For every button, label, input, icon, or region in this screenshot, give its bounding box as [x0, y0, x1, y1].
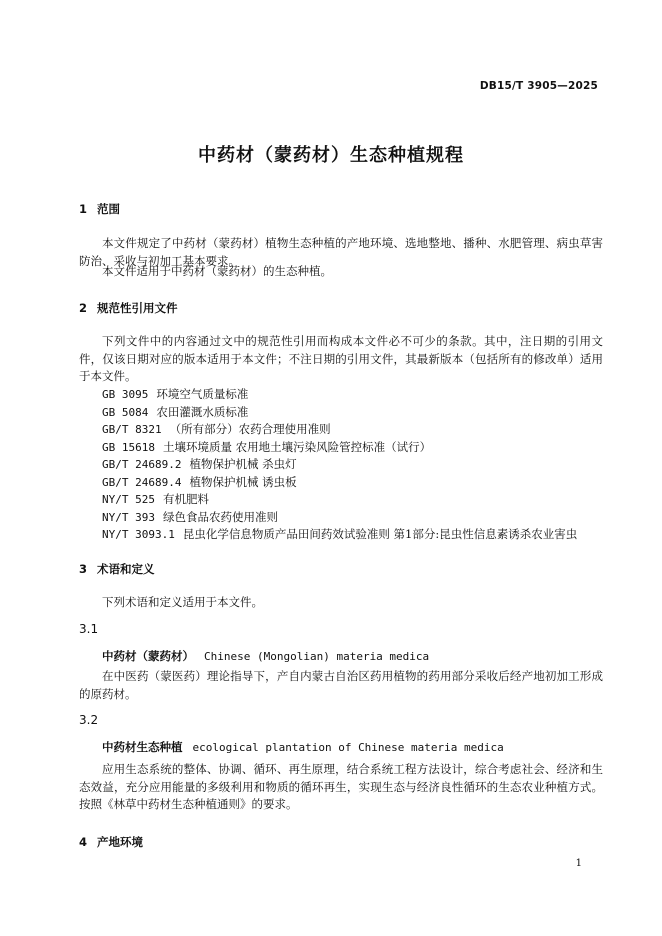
- term-number: 3.2: [79, 713, 99, 727]
- section-title: 规范性引用文件: [97, 301, 178, 315]
- reference-code: GB/T 8321: [102, 423, 162, 436]
- reference-item: [102, 421, 331, 437]
- reference-name: 绿色食品农药使用准则: [162, 510, 278, 524]
- section-title: 范围: [97, 202, 120, 216]
- reference-code: NY/T 3093.1: [102, 528, 175, 541]
- term-chinese: 中药材生态种植: [102, 740, 183, 754]
- reference-item: [102, 404, 248, 420]
- reference-name: 土壤环境质量 农用地土壤污染风险管控标准（试行）: [162, 440, 432, 454]
- reference-name: 昆虫化学信息物质产品田间药效试验准则 第1部分:昆虫性信息素诱杀农业害虫: [182, 527, 578, 541]
- page-number: 1: [575, 858, 582, 869]
- reference-code: GB 3095: [102, 388, 149, 401]
- section-title: 术语和定义: [97, 562, 155, 576]
- reference-item: [102, 509, 278, 525]
- section-3-intro: 下列术语和定义适用于本文件。: [102, 595, 263, 609]
- section-2-intro: 下列文件中的内容通过文中的规范性引用而构成本文件必不可少的条款。其中，注日期的引用文件，仅该日期对应的版本适用于本文件；不注日期的引用文件，其最新版本（包括所有的修改单）适用于本文件。: [79, 334, 603, 383]
- reference-item: [102, 456, 297, 472]
- section-number: 3: [79, 562, 88, 576]
- standard-code: DB15/T 3905—2025: [479, 80, 598, 92]
- term-chinese: 中药材（蒙药材）: [102, 649, 194, 663]
- reference-code: GB/T 24689.2: [102, 458, 182, 471]
- reference-code: GB 5084: [102, 406, 149, 419]
- reference-code: GB 15618: [102, 441, 155, 454]
- section-1-paragraph-1: 本文件规定了中药材（蒙药材）植物生态种植的产地环境、选地整地、播种、水肥管理、病虫草害防治、采收与初加工基本要求。: [79, 236, 603, 268]
- term-english: Chinese (Mongolian) materia medica: [204, 650, 430, 663]
- section-number: 4: [79, 835, 88, 849]
- reference-item: [102, 439, 431, 455]
- section-number: 2: [79, 301, 88, 315]
- reference-name: 植物保护机械 诱虫板: [189, 475, 297, 489]
- section-1-heading: [79, 201, 120, 217]
- section-title: 产地环境: [97, 835, 143, 849]
- section-2-heading: [79, 300, 178, 316]
- term-heading: [102, 648, 429, 664]
- reference-name: 环境空气质量标准: [156, 387, 249, 401]
- term-definition: 应用生态系统的整体、协调、循环、再生原理，结合系统工程方法设计，综合考虑社会、经济和生态效益，充分应用能量的多级利用和物质的循环再生，实现生态与经济良性循环的生态农业种植方式。按照《林草中药材生态种植通则》的要求。: [79, 762, 603, 811]
- section-3-heading: [79, 561, 155, 577]
- reference-code: GB/T 24689.4: [102, 476, 182, 489]
- reference-item: [102, 474, 297, 490]
- term-heading: [102, 739, 504, 755]
- reference-item: [102, 526, 577, 542]
- document-title: 中药材（蒙药材）生态种植规程: [198, 145, 464, 166]
- reference-name: 植物保护机械 杀虫灯: [189, 457, 297, 471]
- reference-name: 有机肥料: [162, 492, 209, 506]
- reference-code: NY/T 393: [102, 511, 155, 524]
- section-number: 1: [79, 202, 88, 216]
- reference-code: NY/T 525: [102, 493, 155, 506]
- section-4-heading: [79, 834, 143, 850]
- term-english: ecological plantation of Chinese materia medica: [192, 741, 504, 754]
- reference-name: （所有部分）农药合理使用准则: [169, 422, 331, 436]
- section-1-paragraph-2: 本文件适用于中药材（蒙药材）的生态种植。: [102, 264, 332, 278]
- term-number: 3.1: [79, 622, 99, 636]
- reference-item: [102, 386, 248, 402]
- reference-name: 农田灌溉水质标准: [156, 405, 249, 419]
- reference-item: [102, 491, 209, 507]
- term-definition: 在中医药（蒙医药）理论指导下，产自内蒙古自治区药用植物的药用部分采收后经产地初加工形成的原药材。: [79, 669, 603, 701]
